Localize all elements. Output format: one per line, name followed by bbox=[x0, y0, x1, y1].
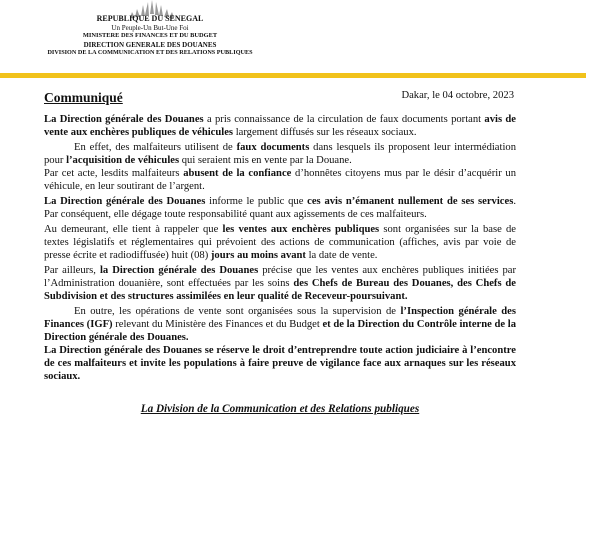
emphasis-text: et de la Direction du Contrôle interne de la Direction générale des Douanes. bbox=[44, 319, 516, 343]
paragraph-8 bbox=[44, 344, 516, 383]
paragraph-5 bbox=[44, 223, 516, 262]
body-text: sont organisées sur la base de textes législatifs et réglementaires qui prévoient des actions de communication (affiches, avis par voie de presse écrite et radiodiffusée) huit (08) bbox=[44, 224, 516, 261]
communique-body bbox=[44, 89, 516, 416]
paragraph-3 bbox=[44, 167, 516, 193]
signature-line: La Division de la Communication et des Relations publiques bbox=[140, 403, 420, 415]
emphasis-text: La Direction générale des Douanes se réserve le droit d’entreprendre toute action judiciaire à l’encontre de ces malfaiteurs et invite les populations à faire preuve de vigilance face aux arnaques sur les réseaux sociaux. bbox=[44, 345, 516, 382]
paragraph-7 bbox=[44, 305, 516, 344]
body-text: qui seraient mis en vente par la Douane. bbox=[179, 155, 352, 166]
header-motto: Un Peuple-Un But-Une Foi bbox=[111, 23, 189, 32]
document-title: Communiqué bbox=[44, 90, 123, 105]
header-division: DIVISION DE LA COMMUNICATION ET DES RELATIONS PUBLIQUES bbox=[47, 49, 253, 57]
emphasis-text: des Chefs de Bureau des Douanes, des Chefs de Subdivision et des structures assimilées en leur qualité de Receveur-poursuivant. bbox=[44, 278, 516, 302]
header-republic: REPUBLIQUE DU SENEGAL bbox=[96, 14, 204, 23]
paragraph-6 bbox=[44, 264, 516, 303]
emphasis-text: jours au moins avant bbox=[210, 250, 306, 261]
document-date: Dakar, le 04 octobre, 2023 bbox=[401, 90, 514, 101]
body-text: précise que les ventes aux enchères publiques initiées par l’Administration douanière, sont effectuées par les soins bbox=[44, 265, 517, 289]
emphasis-text: les ventes aux enchères publiques bbox=[222, 224, 380, 235]
body-text: a pris connaissance de la circulation de faux documents portant bbox=[203, 114, 485, 125]
emphasis-text: la Direction générale des Douanes bbox=[99, 265, 259, 276]
header-divider bbox=[0, 73, 586, 78]
body-text: informe le public que bbox=[205, 196, 308, 207]
header-ministry: MINISTERE DES FINANCES ET DU BUDGET bbox=[82, 32, 218, 40]
header-directorate: DIRECTION GENERALE DES DOUANES bbox=[83, 40, 217, 49]
emphasis-text: l’acquisition de véhicules bbox=[66, 155, 180, 166]
body-text: Par ailleurs, bbox=[44, 265, 100, 276]
body-text: Au demeurant, elle tient à rappeler que bbox=[44, 224, 223, 235]
letterhead bbox=[0, 15, 300, 58]
emphasis-text: La Direction générale des Douanes bbox=[44, 196, 206, 207]
body-text: . Par conséquent, elle dégage toute responsabilité quant aux agissements de ces malfaiteurs. bbox=[44, 196, 516, 220]
emphasis-text: avis de vente aux enchères publiques de véhicules bbox=[44, 114, 517, 138]
body-text: En effet, des malfaiteurs utilisent de bbox=[74, 142, 237, 153]
emphasis-text: La Direction générale des Douanes bbox=[44, 114, 204, 125]
paragraph-2 bbox=[44, 141, 516, 167]
body-text: dans lesquels ils proposent leur intermédiation pour bbox=[44, 142, 516, 166]
emphasis-text: abusent de la confiance bbox=[183, 168, 292, 179]
emphasis-text: faux documents bbox=[236, 142, 310, 153]
body-text: d’honnêtes citoyens mus par le désir d’acquérir un véhicule, en leur soutirant de l’argent. bbox=[44, 168, 517, 192]
body-text: En outre, les opérations de vente sont organisées sous la supervision de bbox=[74, 306, 401, 317]
emphasis-text: ces avis n’émanent nullement de ses services bbox=[307, 196, 514, 207]
body-text: largement diffusés sur les réseaux sociaux. bbox=[233, 127, 417, 138]
emphasis-text: l’Inspection générale des Finances (IGF) bbox=[44, 306, 516, 330]
paragraph-1 bbox=[44, 113, 516, 139]
body-text: la date de vente. bbox=[305, 250, 378, 261]
paragraph-4 bbox=[44, 195, 516, 221]
body-text: relevant du Ministère des Finances et du Budget bbox=[112, 319, 323, 330]
body-text: Par cet acte, lesdits malfaiteurs bbox=[44, 168, 184, 179]
